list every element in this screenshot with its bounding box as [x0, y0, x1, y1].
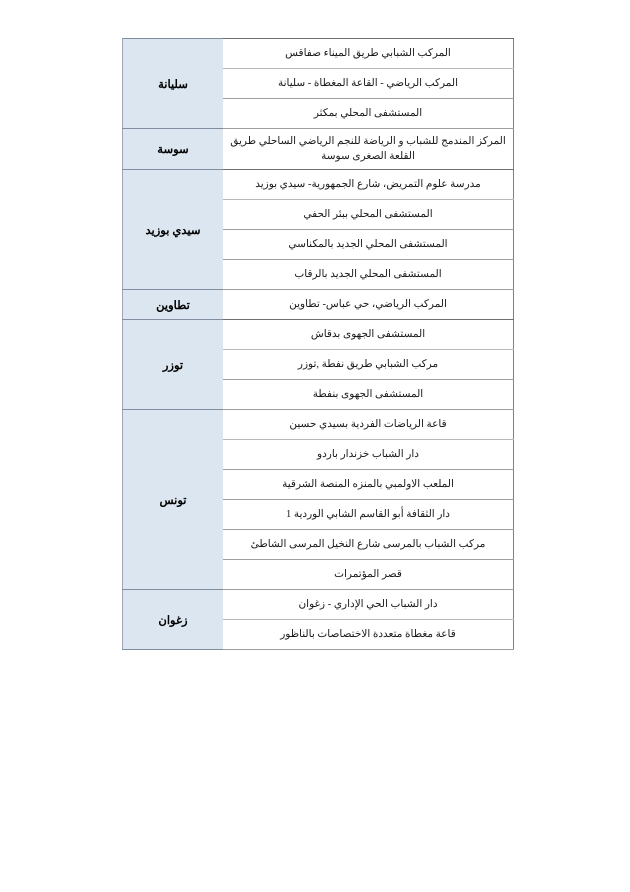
region-label: زغوان [158, 614, 188, 627]
region-cell-tozeur [123, 320, 224, 410]
facility-cell [223, 350, 514, 380]
facility-cell [223, 380, 514, 410]
facility-label: المركب الشبابي طريق الميناء صفاقس [285, 47, 451, 59]
facility-cell [223, 39, 514, 69]
table-row [123, 39, 514, 69]
facility-label: قصر المؤتمرات [334, 568, 402, 580]
table-body [123, 39, 514, 650]
table-row [123, 129, 514, 170]
facility-cell [223, 500, 514, 530]
facility-cell [223, 170, 514, 200]
facility-label: مركب الشبابي طريق نفطة ,توزر [297, 358, 439, 370]
region-cell-tataouine [123, 290, 224, 320]
table-row [123, 320, 514, 350]
facility-cell [223, 290, 514, 320]
region-cell-sidi-bouzid [123, 170, 224, 290]
facility-cell [223, 620, 514, 650]
facility-label: دار الشباب خزندار باردو [317, 448, 419, 460]
facility-label: مركب الشباب بالمرسى شارع النخيل المرسى الشاطئ [250, 538, 486, 550]
table-row [123, 290, 514, 320]
facility-label: المركز المندمج للشباب و الرياضة للنجم الرياضي الساحلي طريق القلعة الصغرى سوسة [230, 135, 506, 162]
region-cell-siliana [123, 39, 224, 129]
facility-cell [223, 129, 514, 170]
facilities-table [122, 38, 514, 650]
region-label: سيدي بوزيد [145, 224, 201, 237]
facility-cell [223, 200, 514, 230]
facility-cell [223, 440, 514, 470]
facility-label: المركب الرياضي - القاعة المغطاة - سليانة [277, 77, 458, 89]
facility-cell [223, 410, 514, 440]
table-row [123, 170, 514, 200]
region-label: سوسة [157, 144, 189, 156]
facility-label: المركب الرياضي، حي عباس- تطاوين [289, 298, 447, 310]
facility-label: المستشفى المحلي ببئر الحفي [303, 208, 433, 220]
facility-label: المستشفى الجهوى بنفطة [312, 388, 424, 400]
facility-cell [223, 530, 514, 560]
facility-cell [223, 99, 514, 129]
region-cell-tunis [123, 410, 224, 590]
facility-cell [223, 590, 514, 620]
facility-cell [223, 470, 514, 500]
facility-label: المستشفى المحلي الجديد بالرقاب [294, 268, 442, 280]
facility-label: المستشفى المحلي بمكثر [313, 107, 423, 119]
table-row [123, 590, 514, 620]
region-cell-zaghouan [123, 590, 224, 650]
facility-cell [223, 320, 514, 350]
region-cell-sousse [123, 129, 224, 170]
facility-label: المستشفى الجهوى بدقاش [310, 328, 426, 340]
facility-cell [223, 560, 514, 590]
region-label: توزر [162, 359, 184, 372]
facility-cell [223, 230, 514, 260]
facility-cell [223, 260, 514, 290]
facility-label: قاعة الرياضات الفردية بسيدي حسين [289, 418, 447, 430]
table-row [123, 410, 514, 440]
facility-label: الملعب الاولمبي بالمنزه المنصة الشرقية [282, 478, 454, 490]
facility-label: دار الشباب الحي الإداري - زغوان [298, 598, 438, 610]
region-label: تطاوين [156, 299, 190, 312]
facility-label: مدرسة علوم التمريض، شارع الجمهورية- سيدي بوزيد [255, 178, 481, 190]
facility-cell [223, 69, 514, 99]
region-label: سليانة [158, 78, 188, 91]
facility-label: المستشفى المحلي الجديد بالمكناسي [288, 238, 448, 250]
region-label: تونس [159, 494, 187, 507]
facility-label: قاعة مغطاة متعددة الاختصاصات بالناظور [280, 628, 456, 640]
facility-label: دار الثقافة أبو القاسم الشابي الوردية 1 [286, 508, 450, 520]
